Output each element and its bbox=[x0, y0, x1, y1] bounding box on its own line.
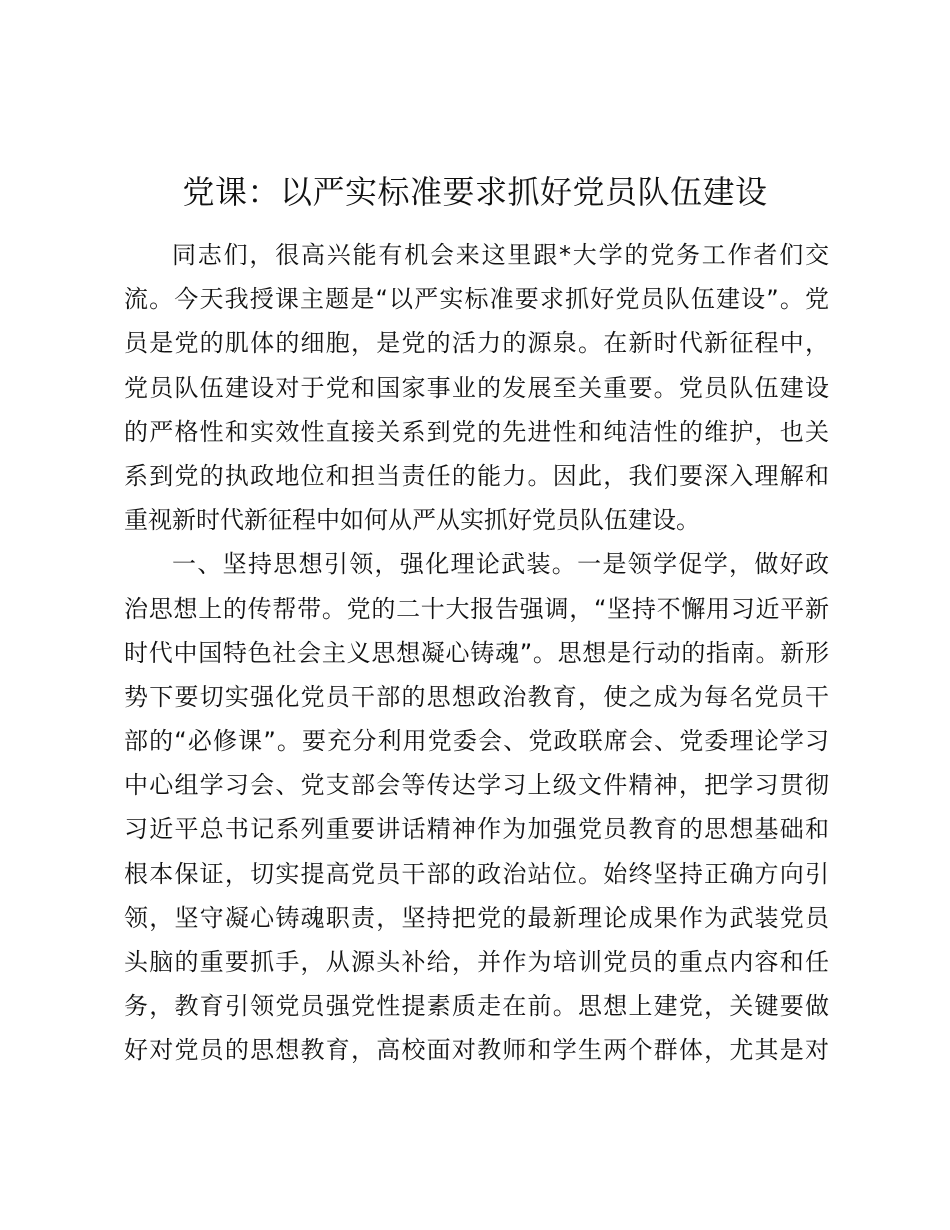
text-line: 头脑的重要抓手，从源头补给，并作为培训党员的重点内容和任 bbox=[124, 948, 829, 976]
text-line: 领，坚守凝心铸魂职责，坚持把党的最新理论成果作为武装党员 bbox=[124, 903, 829, 932]
text-line: 根本保证，切实提高党员干部的政治站位。始终坚持正确方向引 bbox=[124, 859, 829, 888]
body-text bbox=[124, 233, 829, 1073]
text-line: 势下要切实强化党员干部的思想政治教育，使之成为每名党员干 bbox=[124, 682, 829, 711]
text-line: 重视新时代新征程中如何从严从实抓好党员队伍建设。 bbox=[124, 506, 700, 535]
text-line: 习近平总书记系列重要讲话精神作为加强党员教育的思想基础和 bbox=[124, 815, 829, 844]
text-line: 系到党的执政地位和担当责任的能力。因此，我们要深入理解和 bbox=[124, 461, 829, 490]
text-line: 好对党员的思想教育，高校面对教师和学生两个群体，尤其是对 bbox=[124, 1036, 829, 1065]
text-line: 务，教育引领党员强党性提素质走在前。思想上建党，关键要做 bbox=[124, 992, 829, 1021]
text-line: 员是党的肌体的细胞，是党的活力的源泉。在新时代新征程中， bbox=[124, 329, 829, 358]
text-line: 中心组学习会、党支部会等传达学习上级文件精神，把学习贯彻 bbox=[124, 771, 829, 800]
text-line: 一、坚持思想引领，强化理论武装。一是领学促学，做好政 bbox=[172, 550, 829, 579]
text-line: 流。今天我授课主题是“以严实标准要求抓好党员队伍建设”。党 bbox=[124, 285, 829, 314]
text-line: 党员队伍建设对于党和国家事业的发展至关重要。党员队伍建设 bbox=[124, 373, 829, 402]
text-line: 治思想上的传帮带。党的二十大报告强调，“坚持不懈用习近平新 bbox=[124, 594, 829, 623]
page-title: 党课：以严实标准要求抓好党员队伍建设 bbox=[182, 173, 768, 211]
text-line: 的严格性和实效性直接关系到党的先进性和纯洁性的维护，也关 bbox=[124, 417, 829, 446]
text-line: 时代中国特色社会主义思想凝心铸魂”。思想是行动的指南。新形 bbox=[124, 638, 829, 667]
text-line: 同志们，很高兴能有机会来这里跟*大学的党务工作者们交 bbox=[172, 241, 829, 269]
text-line: 部的“必修课”。要充分利用党委会、党政联席会、党委理论学习 bbox=[124, 727, 829, 756]
